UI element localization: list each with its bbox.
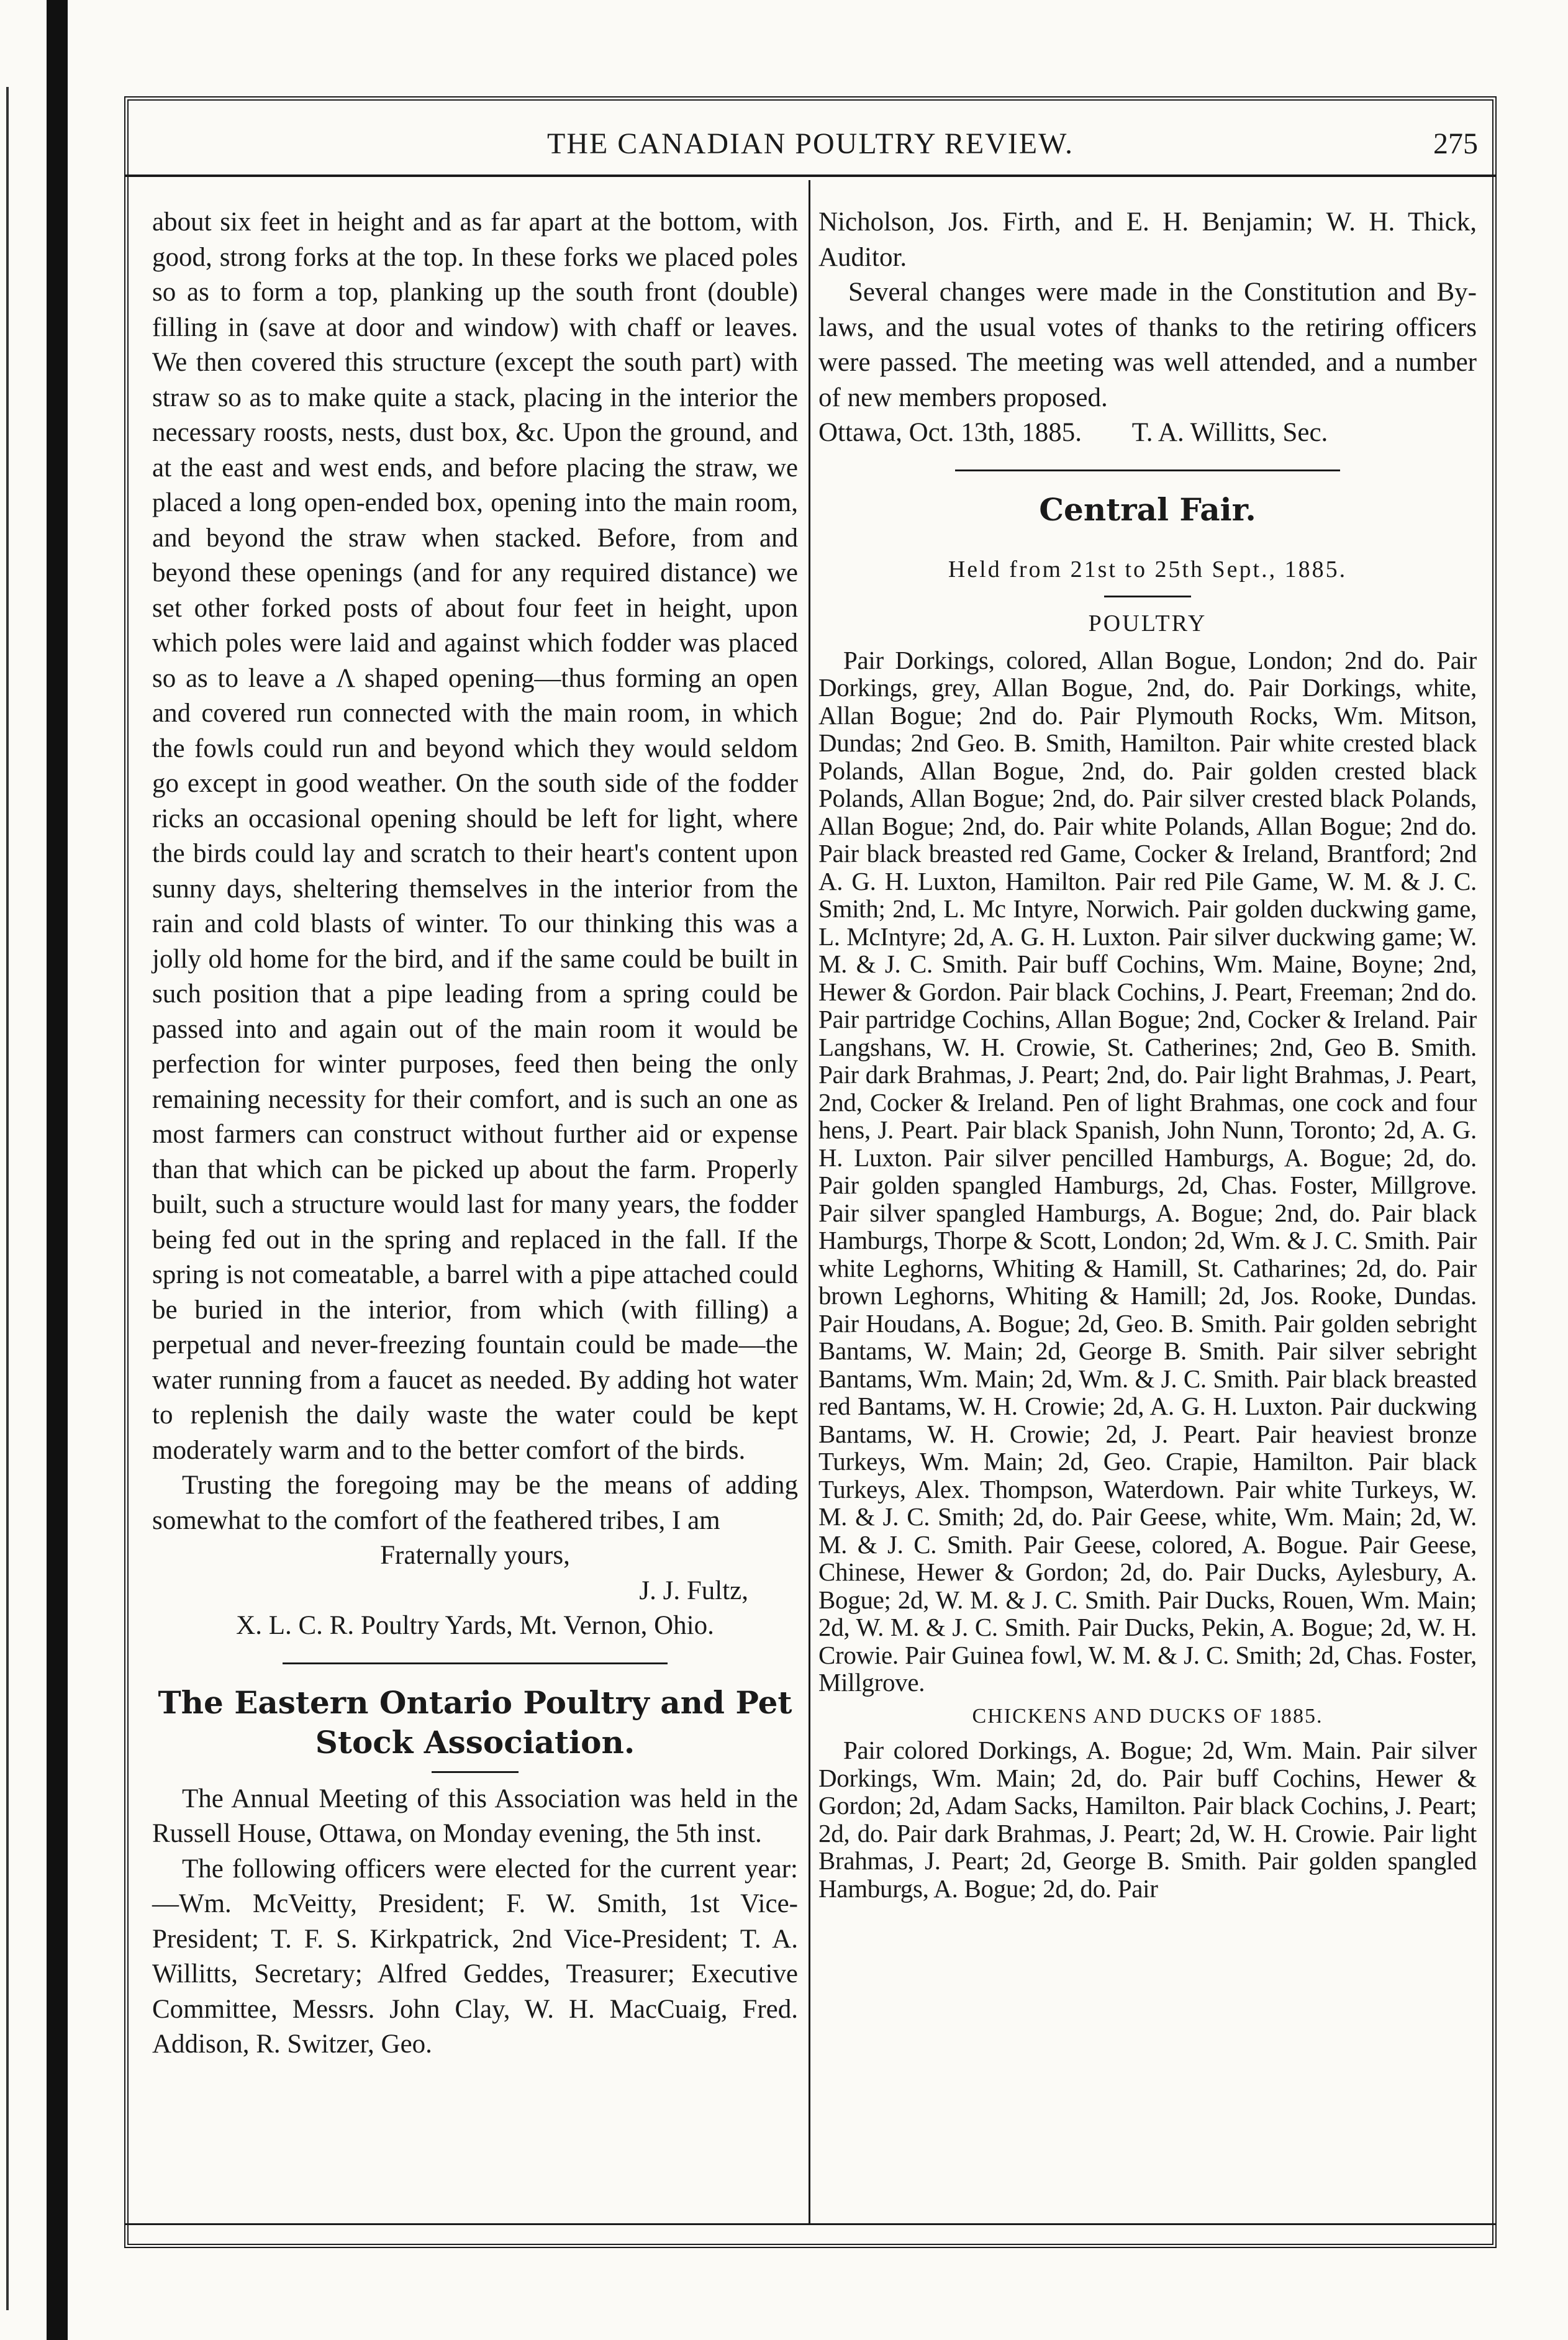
eastern-ontario-heading: The Eastern Ontario Poultry and Pet Stock Association. [158,1684,792,1761]
eastern-paragraph-2: The following officers were elected for the current year:—Wm. McVeitty, President; F. W. Smith, 1st Vice-President; T. F. S. Kirkpatrick, 2nd Vice-President; T. A. Willitts, Secretary; Alfred Geddes, Treasurer; Executive Committee, Messrs. John Clay, W. H. MacCuaig, Fred. Addison, R. Switzer, Geo. [152,1854,798,2059]
central-fair-heading: Central Fair. [1039,491,1256,528]
scan-edge-line [6,87,9,2310]
continued-text: Nicholson, Jos. Firth, and E. H. Benjamin; W. H. Thick, Auditor. [818,207,1477,272]
page-header [124,118,1497,177]
chickens-list: Pair colored Dorkings, A. Bogue; 2d, Wm. Main. Pair silver Dorkings, Wm. Main; 2d, do. Pair buff Cochins, Hewer & Gordon; 2d, Adam Sacks, Hamilton. Pair black Cochins, J. Peart; 2d, do. Pair dark Brahmas, J. Peart; 2d, W. H. Crowie. Pair light Brahmas, J. Peart; 2d, George B. Smith. Pair golden spangled Hamburgs, A. Bogue; 2d, do. Pair [818,1736,1477,1903]
poultry-heading: POULTRY [1088,610,1207,637]
date: Ottawa, Oct. 13th, 1885. [818,418,1082,447]
eastern-paragraph-1: The Annual Meeting of this Association was held in the Russell House, Ottawa, on Monday evening, the 5th inst. [152,1784,798,1848]
chickens-heading: CHICKENS AND DUCKS OF 1885. [972,1704,1323,1728]
column-rule [809,180,810,2223]
binding-spine [47,0,68,2340]
heading-divider [432,1771,519,1773]
signature-name: J. J. Fultz, [639,1576,748,1605]
dateline [818,415,1477,451]
heading-divider [1104,596,1191,597]
section-divider [283,1662,668,1664]
signature-address: X. L. C. R. Poultry Yards, Mt. Vernon, Ohio. [236,1611,714,1640]
bottom-rule [124,2223,1497,2225]
running-title: THE CANADIAN POULTRY REVIEW. [547,127,1074,160]
closing-paragraph: Trusting the foregoing may be the means of adding somewhat to the comfort of the feathered tribes, I am [152,1471,798,1535]
section-divider [955,469,1340,471]
right-column [818,205,1477,1902]
article-body: about six feet in height and as far apart at the bottom, with good, strong forks at the top. In these forks we placed poles so as to form a top, planking up the south front (double) filling in (save at door and window) with chaff or leaves. We then covered this structure (except the south part) with straw so as to make quite a stack, placing in the interior the necessary roosts, nests, dust box, &c. Upon the ground, and at the east and west ends, and before placing the straw, we placed a long open-ended box, opening into the main room, and beyond the straw when stacked. Before, from and beyond these openings (and for any required distance) we set other forked posts of about four feet in height, upon which poles were laid and against which fodder was placed so as to leave a Λ shaped opening—thus forming an open and covered run connected with the main room, in which the fowls could run and beyond which they would seldom go except in good weather. On the south side of the fodder ricks an occasional opening should be left for light, where the birds could lay and scratch to their heart's content upon sunny days, sheltering themselves in the interior from the rain and cold blasts of winter. To our thinking this was a jolly old home for the bird, and if the same could be built in such position that a pipe leading from a spring could be passed into and again out of the main room it would be perfection for winter purposes, feed then being the only remaining necessity for their comfort, and is such an one as most farmers can construct without further aid or expense than that which can be picked up about the farm. Properly built, such a structure would last for many years, the fodder being fed out in the spring and replaced in the fall. If the spring is not comeatable, a barrel with a pipe attached could be buried in the interior, from which (with filling) a perpetual and never-freezing fountain could be made—the water running from a faucet as needed. By adding hot water to replenish the daily waste the water could be kept moderately warm and to the better comfort of the birds. [152,207,798,1465]
signature-salutation: Fraternally yours, [380,1541,570,1570]
poultry-list: Pair Dorkings, colored, Allan Bogue, London; 2nd do. Pair Dorkings, grey, Allan Bogue, 2nd, do. Pair Dorkings, white, Allan Bogue; 2nd do. Pair Plymouth Rocks, Wm. Mitson, Dundas; 2nd Geo. B. Smith, Hamilton. Pair white crested black Polands, Allan Bogue, 2nd, do. Pair golden crested black Polands, Allan Bogue; 2nd, do. Pair silver crested black Polands, Allan Bogue; 2nd, do. Pair white Polands, Allan Bogue; 2nd do. Pair black breasted red Game, Cocker & Ireland, Brantford; 2nd A. G. H. Luxton, Hamilton. Pair red Pile Game, W. M. & J. C. Smith; 2nd, L. Mc Intyre, Norwich. Pair golden duckwing game, L. McIntyre; 2d, A. G. H. Luxton. Pair silver duckwing game; W. M. & J. C. Smith. Pair buff Cochins, Wm. Maine, Boyne; 2nd, Hewer & Gordon. Pair black Cochins, J. Peart, Freeman; 2nd do. Pair partridge Cochins, Allan Bogue; 2nd, Cocker & Ireland. Pair Langshans, W. H. Crowie, St. Catherines; 2nd, Geo B. Smith. Pair dark Brahmas, J. Peart; 2nd, do. Pair light Brahmas, J. Peart, 2nd, Cocker & Ireland. Pen of light Brahmas, one cock and four hens, J. Peart. Pair black Spanish, John Nunn, Toronto; 2d, A. G. H. Luxton. Pair silver pencilled Hamburgs, A. Bogue; 2d, do. Pair golden spangled Hamburgs, 2d, Chas. Foster, Millgrove. Pair silver spangled Hamburgs, A. Bogue; 2nd, do. Pair black Hamburgs, Thorpe & Scott, London; 2d, Wm. & J. C. Smith. Pair white Leghorns, Whiting & Hamill, St. Catharines; 2d, do. Pair brown Leghorns, Whiting & Hamill; 2d, Jos. Rooke, Dundas. Pair Houdans, A. Bogue; 2d, Geo. B. Smith. Pair golden sebright Bantams, W. Main; 2d, George B. Smith. Pair silver sebright Bantams, Wm. Main; 2d, Wm. & J. C. Smith. Pair black breasted red Bantams, W. H. Crowie; 2d, A. G. H. Luxton. Pair duckwing Bantams, W. H. Crowie; 2d, J. Peart. Pair heaviest bronze Turkeys, Wm. Main; 2d, Geo. Crapie, Hamilton. Pair black Turkeys, Alex. Thompson, Waterdown. Pair white Turkeys, W. M. & J. C. Smith; 2d, do. Pair Geese, white, Wm. Main; 2d, W. M. & J. C. Smith. Pair Geese, colored, A. Bogue. Pair Geese, Chinese, Hewer & Gordon; 2d, do. Pair Ducks, Aylesbury, A. Bogue; 2d, W. M. & J. C. Smith. Pair Ducks, Rouen, Wm. Main; 2d, W. M. & J. C. Smith. Pair Ducks, Pekin, A. Bogue; 2d, W. H. Crowie. Pair Guinea fowl, W. M. & J. C. Smith; 2d, Chas. Foster, Millgrove. [818,645,1477,1697]
poultry-results [818,646,1477,1903]
secretary-signature: T. A. Willitts, Sec. [1131,418,1328,447]
left-column [152,205,798,2062]
held-dates: Held from 21st to 25th Sept., 1885. [948,556,1348,583]
page-number: 275 [1433,127,1478,160]
meeting-paragraph: Several changes were made in the Constitution and By-laws, and the usual votes of thanks to the retiring officers were passed. The meeting was well attended, and a number of new members proposed. [818,278,1477,412]
